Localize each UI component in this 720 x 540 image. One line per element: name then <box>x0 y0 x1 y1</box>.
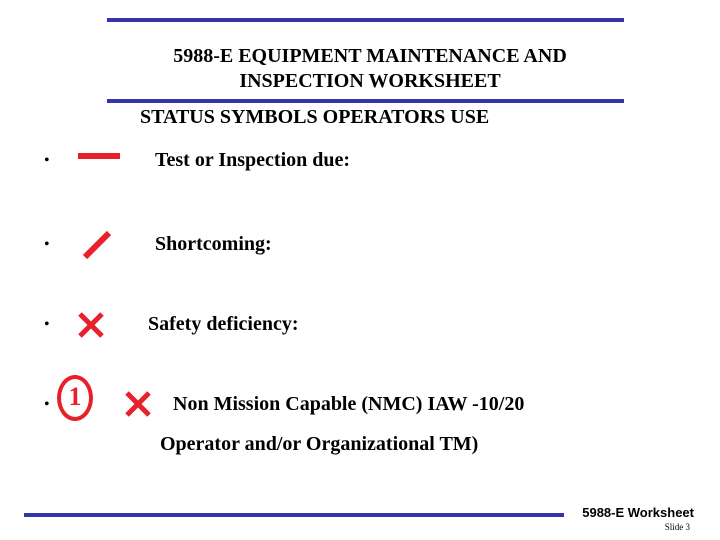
footer-rule <box>24 513 564 517</box>
title-line-2: INSPECTION WORKSHEET <box>239 70 501 92</box>
x-mark-icon <box>123 389 153 419</box>
diagonal-slash-icon <box>80 226 116 262</box>
circle-number: 1 <box>68 382 82 411</box>
item-label-nmc-line-2: Operator and/or Organizational TM) <box>160 433 479 455</box>
title-line-1: 5988-E EQUIPMENT MAINTENANCE AND <box>173 45 567 67</box>
item-label-nmc-line-1: Non Mission Capable (NMC) IAW -10/20 <box>173 393 525 415</box>
footer-title: 5988-E Worksheet <box>582 505 694 520</box>
item-label-test-due: Test or Inspection due: <box>155 149 351 171</box>
bullet-2: • <box>44 236 50 253</box>
top-rule <box>107 18 624 22</box>
bullet-1: • <box>44 152 50 169</box>
section-subtitle: STATUS SYMBOLS OPERATORS USE <box>140 106 490 128</box>
circled-one-icon <box>57 375 93 421</box>
page-title <box>100 44 640 94</box>
x-mark-icon <box>76 310 106 340</box>
title-rule <box>107 99 624 103</box>
slide-number: Slide 3 <box>664 522 690 532</box>
horizontal-dash-icon <box>78 150 122 162</box>
bullet-3: • <box>44 316 50 333</box>
item-label-safety-deficiency: Safety deficiency: <box>148 313 299 335</box>
bullet-4: • <box>44 396 50 413</box>
item-label-shortcoming: Shortcoming: <box>155 233 272 255</box>
